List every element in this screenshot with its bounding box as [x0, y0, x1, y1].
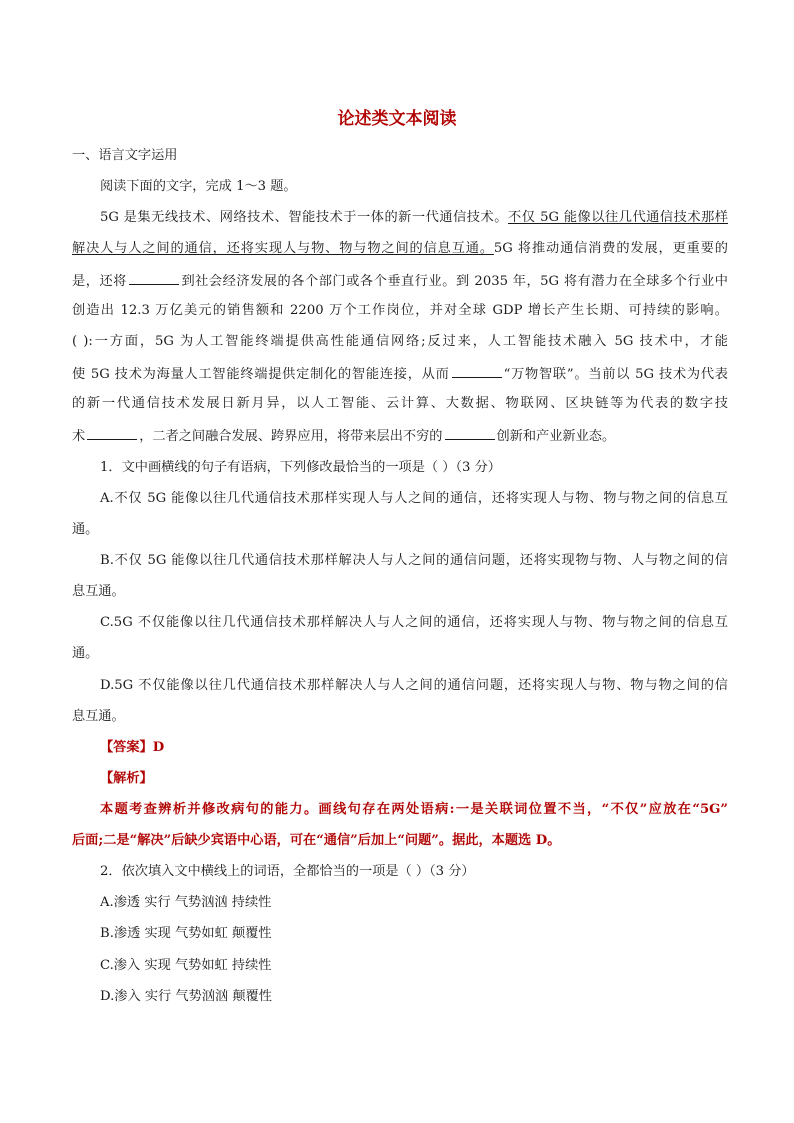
page-title: 论述类文本阅读	[337, 109, 457, 129]
q1-option-b: B.不仅 5G 能像以往几代通信技术那样解决人与人之间的通信问题，还将实现物与物、人与物之间的信	[100, 553, 728, 568]
passage-line-3: 是，还将 到社会经济发展的各个部门或各个垂直行业。到 2035 年，5G 将有潜力在全球多个行业中	[72, 270, 728, 292]
q1-option-c: C.5G 不仅能像以往几代通信技术那样解决人与人之间的通信，还将实现人与物、物与物之间的信息互	[100, 615, 728, 630]
q1-option-b-cont: 息互通。	[72, 584, 125, 599]
q1-option-d-cont: 息互通。	[72, 709, 125, 724]
analysis-label: 【解析】	[100, 771, 153, 786]
q1-option-d: D.5G 不仅能像以往几代通信技术那样解决人与人之间的通信问题，还将实现人与物、物与物之间的信	[100, 678, 728, 693]
q2-option-c: C.渗入 实现 气势如虹 持续性	[100, 958, 272, 973]
analysis-text-2: 后面;二是“解决”后缺少宾语中心语，可在“通信”后加上“问题”。据此，本题选 D。	[72, 833, 561, 848]
fill-blank	[445, 425, 495, 440]
intro-text: 阅读下面的文字，完成 1～3 题。	[100, 179, 297, 194]
passage-line-6: 使 5G 技术为海量人工智能终端提供定制化的智能连接，从而 “万物智联”。当前以 5G 技术为代表	[72, 363, 728, 385]
underlined-sentence: 不仅 5G 能像以往几代通信技术那样	[507, 210, 728, 225]
q2-option-b: B.渗透 实现 气势如虹 颠覆性	[100, 926, 272, 941]
question-2-stem: 2．依次填入文中横线上的词语，全都恰当的一项是（ ）（3 分）	[100, 864, 475, 879]
passage-line-8: 术 ，二者之间融合发展、跨界应用，将带来层出不穷的 创新和产业新业态。	[72, 425, 728, 447]
underlined-sentence: 解决人与人之间的通信，还将实现人与物、物与物之间的信息互通。	[72, 241, 494, 256]
fill-blank	[452, 363, 502, 378]
section-heading: 一、语言文字运用	[72, 148, 178, 163]
q1-option-c-cont: 通。	[72, 646, 99, 661]
q1-option-a: A.不仅 5G 能像以往几代通信技术那样实现人与人之间的通信，还将实现人与物、物与物之间的信息互	[100, 491, 728, 506]
q2-option-d: D.渗入 实行 气势汹汹 颠覆性	[100, 989, 272, 1004]
fill-blank	[129, 270, 179, 285]
passage-line-1: 5G 是集无线技术、网络技术、智能技术于一体的新一代通信技术。不仅 5G 能像以往几代通信技术那样	[100, 210, 728, 225]
question-1-stem: 1．文中画横线的句子有语病，下列修改最恰当的一项是（ ）（3 分）	[100, 460, 501, 475]
q2-option-a: A.渗透 实行 气势汹汹 持续性	[100, 895, 272, 910]
answer-label: 【答案】D	[100, 740, 165, 755]
fill-blank	[87, 425, 137, 440]
passage-line-4: 创造出 12.3 万亿美元的销售额和 2200 万个工作岗位，并对全球 GDP 增长产生长期、可持续的影响。	[72, 303, 728, 318]
passage-line-5: ( ):一方面，5G 为人工智能终端提供高性能通信网络;反过来，人工智能技术融入 5G 技术中，才能	[72, 334, 728, 349]
q1-option-a-cont: 通。	[72, 522, 99, 537]
passage-line-2: 解决人与人之间的通信，还将实现人与物、物与物之间的信息互通。5G 将推动通信消费的发展，更重要的	[72, 241, 728, 256]
passage-line-7: 的新一代通信技术发展日新月异，以人工智能、云计算、大数据、物联网、区块链等为代表的数字技	[72, 396, 728, 411]
analysis-text-1: 本题考查辨析并修改病句的能力。画线句存在两处语病:一是关联词位置不当，“不仅”应放在“5G”	[100, 802, 728, 817]
